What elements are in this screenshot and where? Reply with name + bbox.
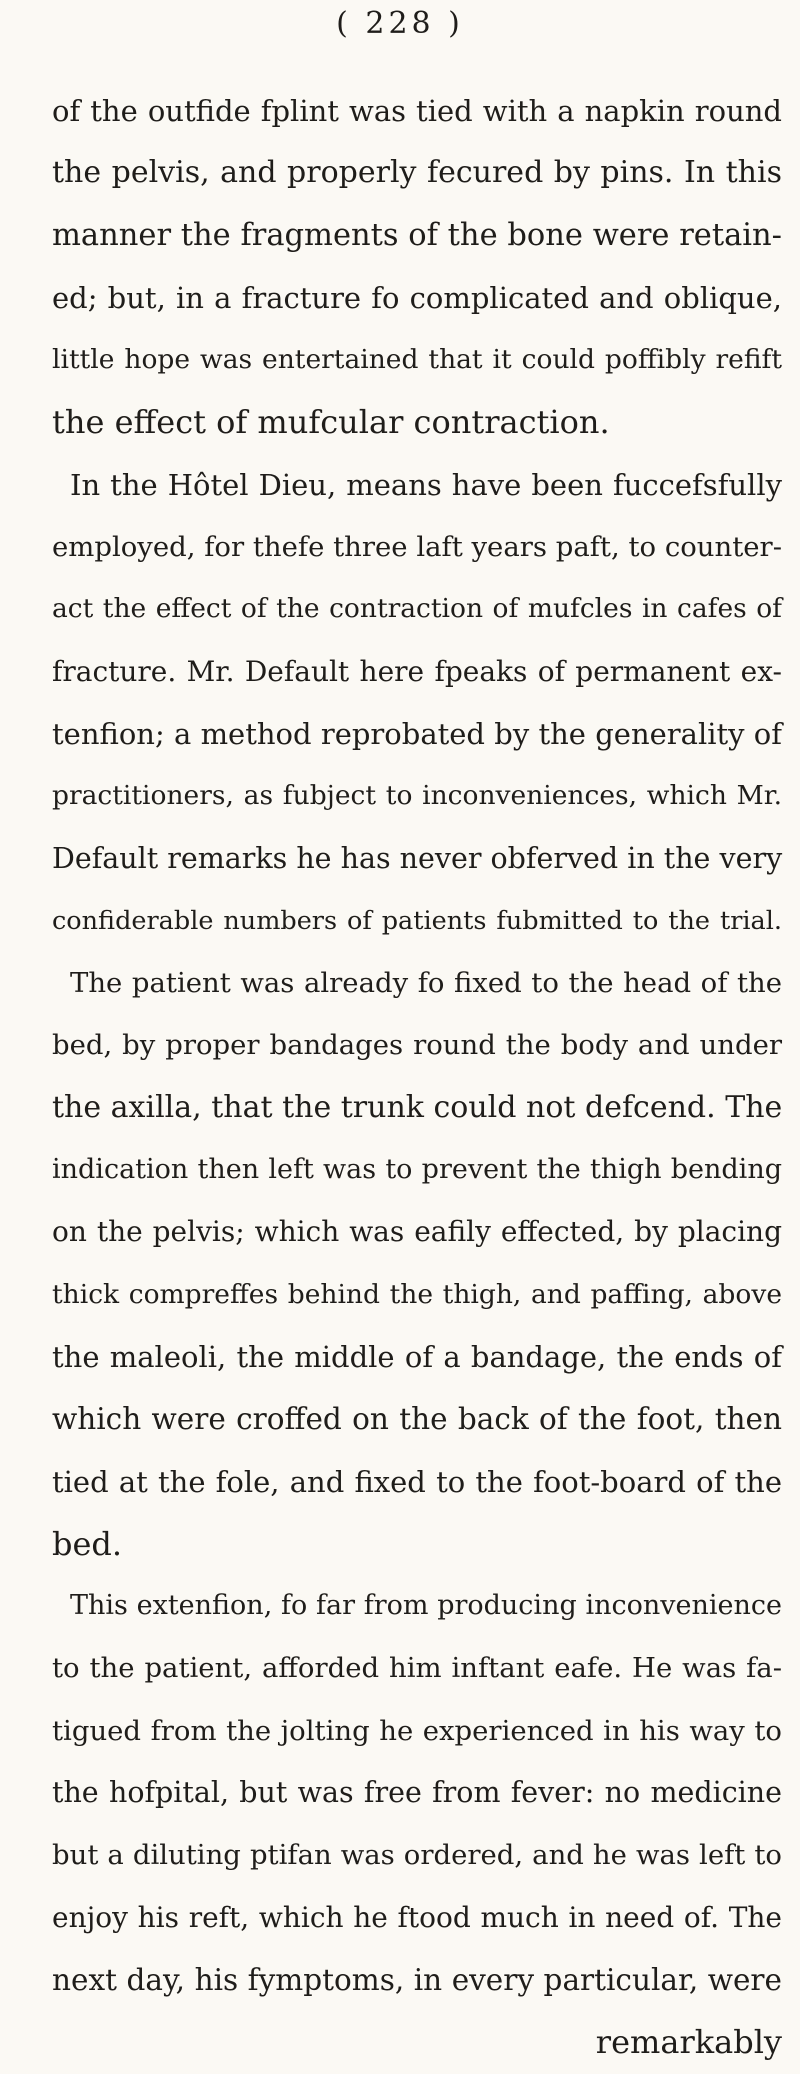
text-line: confiderable numbers of patients fubmitted to the trial. [52,905,782,936]
text-line: but a diluting ptifan was ordered, and he was left to [52,1839,782,1872]
text-line: thick compreffes behind the thigh, and paffing, above [52,1278,782,1310]
text-line: indication then left was to prevent the thigh bending [52,1154,782,1186]
text-line: tied at the fole, and fixed to the foot-board of the [52,1464,782,1499]
text-line: bed. [52,1524,123,1563]
text-line: the effect of mufcular contraction. [52,403,610,442]
text-line: practitioners, as fubject to inconveniences, which Mr. [52,780,782,812]
text-line: fracture. Mr. Default here fpeaks of permanent ex- [52,654,782,688]
text-line: the axilla, that the trunk could not defcend. The [52,1089,783,1125]
text-line: to the patient, afforded him inftant eafe. He was fa- [52,1652,782,1685]
text-line: the hofpital, but was free from fever: no medicine [52,1776,782,1810]
text-line: ed; but, in a fracture fo complicated and oblique, [52,280,782,315]
text-line: bed, by proper bandages round the body and under [52,1029,782,1062]
text-line: enjoy his reft, which he ftood much in need of. The [52,1900,782,1934]
body-text [52,80,782,2074]
text-line: This extenfion, fo far from producing inconvenience [70,1590,782,1622]
text-line: little hope was entertained that it could poffibly refift [52,344,782,376]
text-line: tenfion; a method reprobated by the generality of [52,716,782,751]
text-line: The patient was already fo fixed to the head of the [70,967,782,1000]
text-line: employed, for thefe three laft years paft, to counter- [52,531,782,564]
text-line: next day, his fymptoms, in every particular, were [52,1962,782,1997]
text-line: of the outfide fplint was tied with a napkin round [52,94,782,128]
text-line: the pelvis, and properly fecured by pins. In this [52,155,782,191]
text-line: on the pelvis; which was eafily effected, by placing [52,1215,782,1249]
text-line: Default remarks he has never obferved in the very [52,841,783,875]
text-line: manner the fragments of the bone were retain- [52,217,782,253]
catchword: remarkably [595,2023,782,2062]
text-line: the maleoli, the middle of a bandage, the ends of [52,1339,782,1374]
text-line: tigued from the jolting he experienced in his way to [52,1714,782,1747]
text-line: which were croffed on the back of the foot, then [52,1402,782,1437]
page-number-header: ( 228 ) [336,6,464,41]
text-line: In the Hôtel Dieu, means have been fuccefsfully [70,467,782,502]
text-line: act the effect of the contraction of mufcles in cafes of [52,593,782,625]
